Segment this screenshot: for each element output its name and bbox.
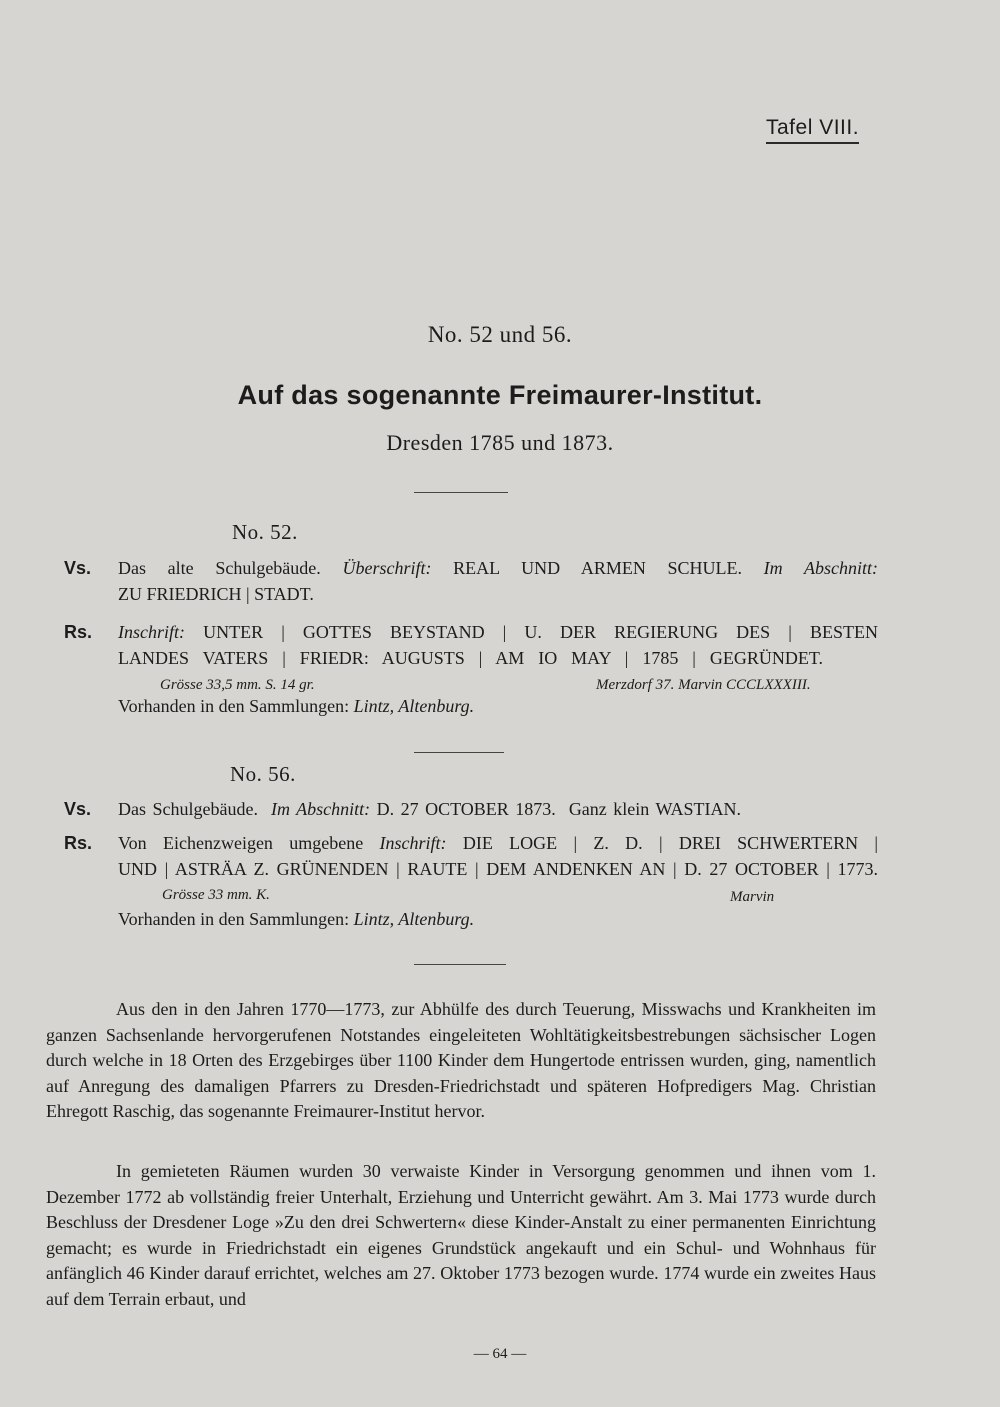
show-through-artifact <box>170 178 180 216</box>
body-paragraph-2: In gemieteten Räumen wurden 30 verwaiste Kinder in Versorgung genommen und ihnen vom 1. Dezember 1772 ab vollständig freier Unterhalt, Erziehung und Unterricht gewährt. Am 3. Mai 1773 wurde durch Beschluss der Dresdener Loge »Zu den drei Schwertern« diese Kinder-Anstalt zu einer permanenten Einrichtung gemacht; es wurde in Friedrichstadt ein eigenes Grundstück angekauft und ein Schul- und Wohnhaus für anfänglich 46 Kinder darauf errichtet, welches am 27. Oktober 1773 bezogen wurde. 1774 wurde ein zweites Haus auf dem Terrain erbaut, und <box>46 1161 876 1309</box>
reference-note: Marvin <box>730 889 775 905</box>
reverse-line-1: Von Eichenzweigen umgebene Inschrift: DIE LOGE | Z. D. | DREI SCHWERTERN | <box>118 833 879 853</box>
heading-number: No. 52 und 56. <box>427 322 573 347</box>
reverse-line-2: UND | ASTRÄA Z. GRÜNENDEN | RAUTE | DEM ANDENKEN AN | D. 27 OCTOBER | 1773. <box>118 859 878 879</box>
divider <box>414 492 508 493</box>
holdings-line: Vorhanden in den Sammlungen: Lintz, Altenburg. <box>118 909 475 929</box>
section-number-52: No. 52. <box>232 520 298 544</box>
reverse-label: Rs. <box>64 833 93 853</box>
reverse-label: Rs. <box>64 622 93 642</box>
body-paragraph-1: Aus den in den Jahren 1770—1773, zur Abhülfe des durch Teuerung, Misswachs und Krankheiten im ganzen Sachsenlande hervorgerufenen Notstandes eingeleiteten Wohltätigkeitsbestrebungen sächsischer Logen durch welche in 18 Orten des Erzgebirges über 1100 Kinder dem Hungertode entrissen wurden, ging, namentlich auf Anregung des damaligen Pfarrers zu Dresden-Friedrichstadt und späteren Hofpredigers Mag. Christian Ehregott Raschig, das sogenannte Freimaurer-Institut hervor. <box>46 999 876 1121</box>
reverse-line-2: LANDES VATERS | FRIEDR: AUGUSTS | AM IO MAY | 1785 | GEGRÜNDET. <box>118 648 823 668</box>
section-number-56: No. 56. <box>230 762 296 786</box>
size-note: Grösse 33 mm. K. <box>162 887 270 903</box>
reverse-line-1: Inschrift: UNTER | GOTTES BEYSTAND | U. DER REGIERUNG DES | BESTEN <box>118 622 879 642</box>
page-number: — 64 — <box>473 1346 527 1362</box>
obverse-line-1: Das alte Schulgebäude. Überschrift: REAL UND ARMEN SCHULE. Im Abschnitt: <box>118 558 878 578</box>
obverse-line-2: ZU FRIEDRICH | STADT. <box>118 584 314 604</box>
holdings-line: Vorhanden in den Sammlungen: Lintz, Altenburg. <box>118 696 475 716</box>
size-note: Grösse 33,5 mm. S. 14 gr. <box>160 677 315 693</box>
plate-label: Tafel VIII. <box>766 116 859 144</box>
reference-note: Merzdorf 37. Marvin CCCLXXXIII. <box>596 677 811 693</box>
page-subtitle: Dresden 1785 und 1873. <box>386 430 614 455</box>
page-title: Auf das sogenannte Freimaurer-Institut. <box>237 380 763 410</box>
obverse-label: Vs. <box>64 799 92 819</box>
divider <box>414 964 506 965</box>
divider <box>414 752 504 753</box>
obverse-line-1: Das Schulgebäude. Im Abschnitt: D. 27 OCTOBER 1873. Ganz klein WASTIAN. <box>118 799 741 819</box>
obverse-label: Vs. <box>64 558 92 578</box>
